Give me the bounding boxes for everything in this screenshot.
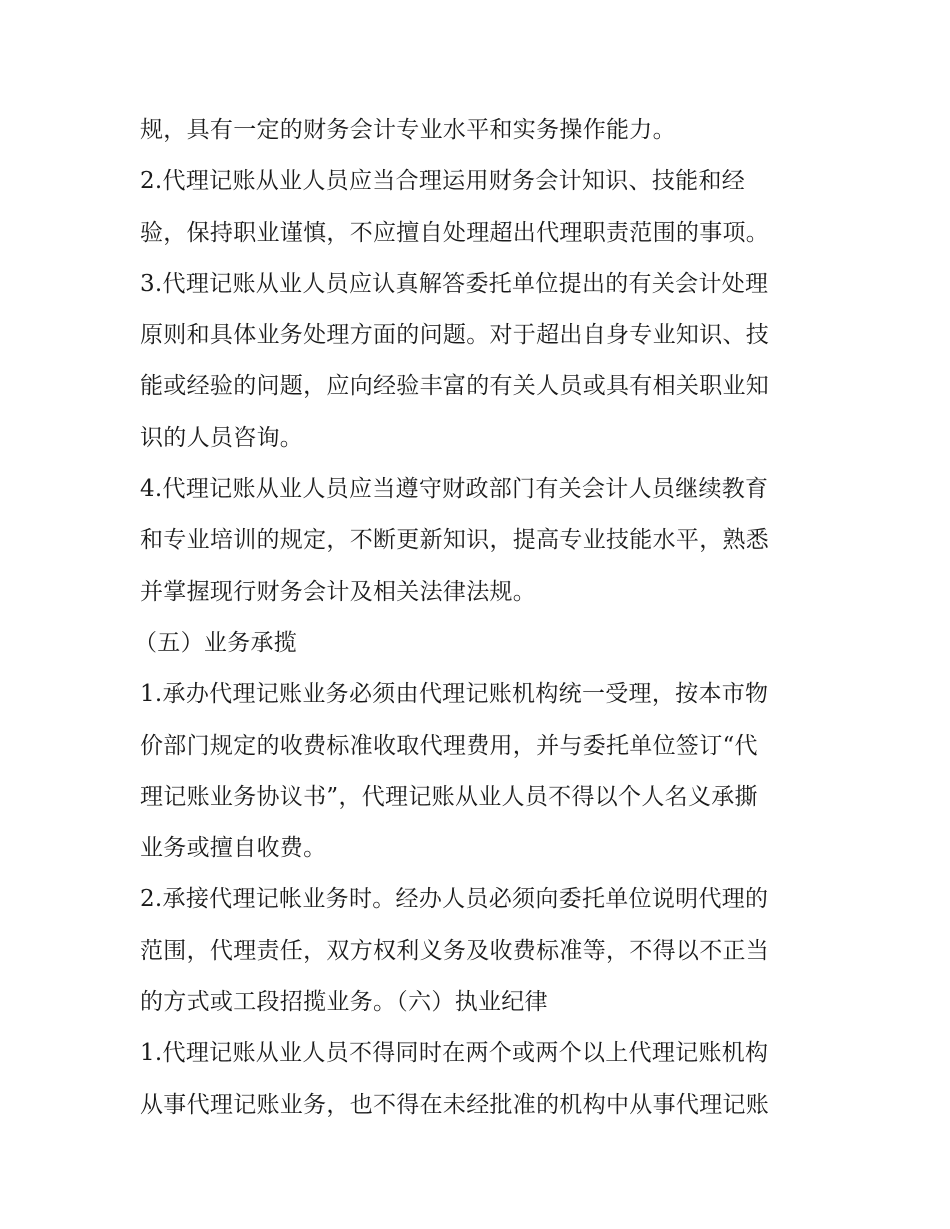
text-line: 1.承办代理记账业务必须由代理记账机构统一受理，按本市物 (140, 681, 769, 708)
text-line: 原则和具体业务处理方面的问题。对于超出自身专业知识、技 (140, 322, 770, 349)
text-line: 1.代理记账从业人员不得同时在两个或两个以上代理记账机构 (140, 1040, 769, 1067)
text-line: 验，保持职业谨慎，不应擅自处理超出代理职责范围的事项。 (140, 219, 770, 246)
text-line: 范围，代理责任，双方权利义务及收费标准等，不得以不正当 (140, 937, 770, 964)
document-body (134, 105, 820, 1131)
text-line: 并掌握现行财务会计及相关法律法规。 (140, 578, 537, 605)
text-line: 2.代理记账从业人员应当合理运用财务会计知识、技能和经 (140, 168, 746, 195)
section-heading: （五）业务承揽 (134, 629, 298, 656)
text-line: 业务或擅自收费。 (140, 835, 327, 862)
text-line: 价部门规定的收费标准收取代理费用，并与委托单位签订“代 (140, 732, 758, 759)
text-line: 4.代理记账从业人员应当遵守财政部门有关会计人员继续教育 (140, 476, 769, 503)
text-line: 规，具有一定的财务会计专业水平和实务操作能力。 (140, 117, 676, 143)
text-line: 和专业培训的规定，不断更新知识，提高专业技能水平，熟悉 (140, 527, 770, 554)
text-line: 3.代理记账从业人员应认真解答委托单位提出的有关会计处理 (140, 270, 769, 297)
text-line: 的方式或工段招揽业务。（六）执业纪律 (140, 989, 548, 1016)
text-line: 2.承接代理记帐业务时。经办人员必须向委托单位说明代理的 (140, 886, 769, 913)
text-line: 从事代理记账业务，也不得在未经批准的机构中从事代理记账 (140, 1091, 770, 1118)
text-line: 识的人员咨询。 (140, 424, 304, 451)
text-line: 能或经验的问题，应向经验丰富的有关人员或具有相关职业知 (140, 373, 770, 400)
text-line: 理记账业务协议书”，代理记账从业人员不得以个人名义承撕 (140, 783, 758, 810)
